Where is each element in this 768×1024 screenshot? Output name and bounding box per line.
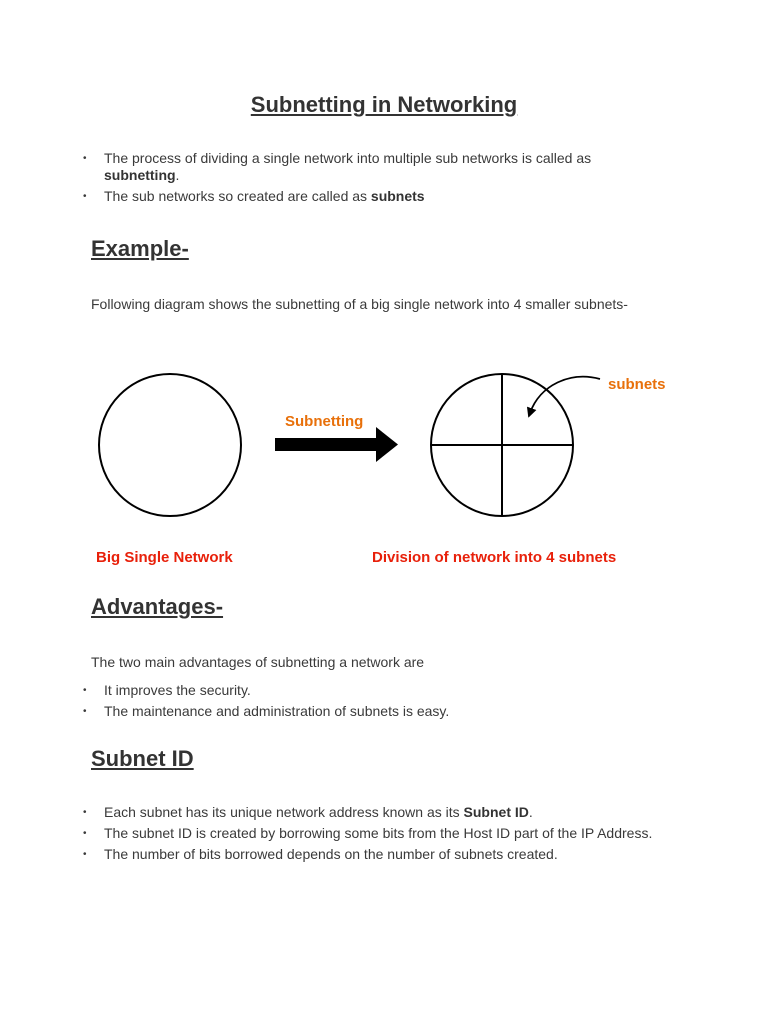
right-caption: Division of network into 4 subnets (372, 549, 617, 566)
page-title: Subnetting in Networking (250, 92, 518, 117)
intro-list (76, 150, 616, 209)
advantages-list (76, 682, 676, 724)
list-item: • The subnet ID is created by borrowing some bits from the Host ID part of the IP Address. (76, 825, 716, 842)
intro-item-1-bold: subnetting (104, 167, 176, 183)
list-item: • The number of bits borrowed depends on the number of subnets created. (76, 846, 716, 863)
left-caption: Big Single Network (96, 549, 233, 566)
subnetting-arrow-icon (275, 427, 398, 462)
intro-item-2-text: The sub networks so created are called as (104, 188, 371, 204)
subnetting-diagram (0, 355, 768, 575)
arrow-label: Subnetting (285, 413, 364, 430)
subnet-id-list (76, 804, 716, 867)
example-description: Following diagram shows the subnetting of a big single network into 4 smaller subnets- (91, 296, 628, 312)
list-item (76, 150, 616, 184)
advantages-intro: The two main advantages of subnetting a network are (91, 654, 425, 670)
subnets-label: subnets (608, 376, 666, 393)
subnet-id-item-1-bold: Subnet ID (463, 804, 529, 820)
list-item (76, 188, 616, 205)
example-heading: Example- (91, 236, 189, 261)
subnet-id-heading: Subnet ID (91, 746, 194, 771)
subnet-id-item-1-text: Each subnet has its unique network address known as its (104, 804, 464, 820)
list-item (76, 804, 716, 821)
list-item: • It improves the security. (76, 682, 676, 699)
list-item: • The maintenance and administration of subnets is easy. (76, 703, 676, 720)
intro-item-2-bold: subnets (370, 188, 425, 204)
curved-pointer-icon (530, 377, 600, 413)
advantages-heading: Advantages- (91, 594, 224, 619)
intro-item-1-end: . (175, 167, 180, 183)
subnet-id-item-1-end: . (528, 804, 533, 820)
big-network-circle (99, 374, 241, 516)
intro-item-1-text: The process of dividing a single network into multiple sub networks is called as (104, 150, 592, 166)
